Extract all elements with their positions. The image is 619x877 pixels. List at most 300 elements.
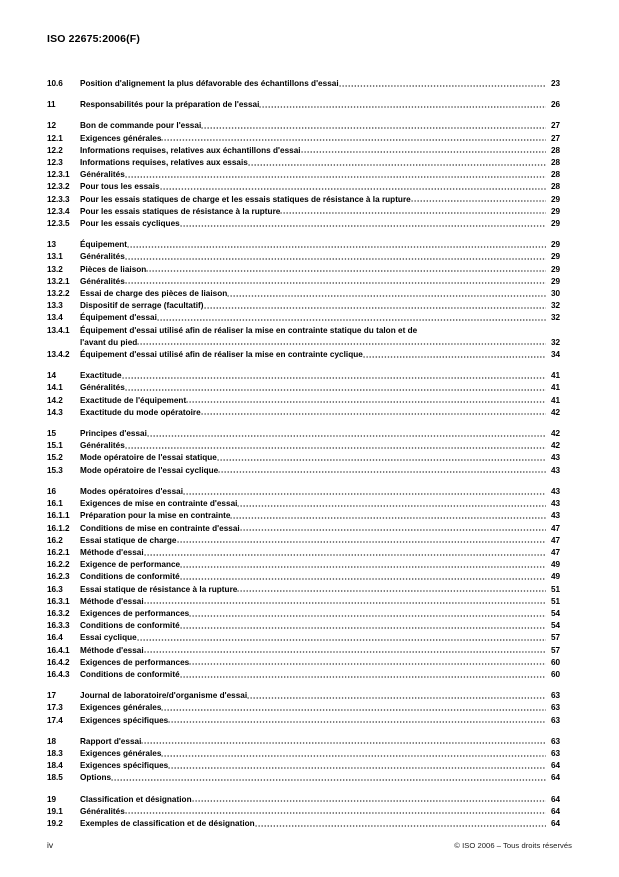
toc-clause-number: 19.1 bbox=[47, 806, 63, 816]
toc-clause-title: Conditions de mise en contrainte d'essai bbox=[80, 523, 240, 533]
toc-clause-title: Essai cyclique bbox=[80, 633, 137, 643]
toc-leader-dots bbox=[255, 823, 546, 829]
toc-entry-body bbox=[80, 133, 560, 145]
toc-leader-dots bbox=[125, 280, 546, 286]
toc-clause-title: Journal de laboratoire/d'organisme d'essai bbox=[80, 691, 248, 701]
toc-entry-body bbox=[80, 498, 560, 510]
toc-entry[interactable] bbox=[47, 818, 560, 830]
toc-leader-dots bbox=[161, 753, 546, 759]
toc-entry[interactable] bbox=[47, 452, 560, 464]
toc-leader-dots bbox=[204, 305, 546, 311]
toc-entry-body bbox=[80, 715, 560, 727]
toc-entry-body bbox=[80, 440, 560, 452]
toc-entry-body bbox=[80, 690, 560, 702]
toc-clause-title: Pièces de liaison bbox=[80, 264, 147, 274]
toc-entry[interactable] bbox=[47, 157, 560, 169]
toc-entry-body bbox=[80, 547, 560, 559]
toc-page-number: 43 bbox=[550, 453, 560, 463]
toc-clause-number: 16.2.3 bbox=[47, 572, 70, 582]
toc-entry[interactable] bbox=[47, 498, 560, 510]
toc-clause-title: Équipement bbox=[80, 240, 128, 250]
toc-page-number: 26 bbox=[550, 100, 560, 110]
toc-page-number: 42 bbox=[550, 441, 560, 451]
toc-entry[interactable] bbox=[47, 620, 560, 632]
toc-clause-title: Principes d'essai bbox=[80, 429, 147, 439]
toc-page-number: 64 bbox=[550, 761, 560, 771]
toc-page-number: 63 bbox=[550, 736, 560, 746]
toc-leader-dots bbox=[201, 411, 546, 417]
toc-page-number: 54 bbox=[550, 621, 560, 631]
toc-clause-number: 17.4 bbox=[47, 715, 63, 725]
toc-entry-body bbox=[80, 702, 560, 714]
toc-entry-body bbox=[80, 337, 560, 349]
toc-clause-number: 16.2 bbox=[47, 535, 63, 545]
toc-clause-number: 13.4.1 bbox=[47, 325, 70, 335]
toc-entry[interactable] bbox=[47, 736, 560, 748]
toc-leader-dots bbox=[144, 600, 546, 606]
toc-entry-body bbox=[80, 407, 560, 419]
toc-clause-number: 13 bbox=[47, 240, 57, 250]
toc-entry[interactable] bbox=[47, 645, 560, 657]
toc-clause-title: Pour les essais statiques de charge et les essais statiques de résistance à la rupture bbox=[80, 194, 411, 204]
toc-entry-body bbox=[80, 608, 560, 620]
document-header-standard-ref: ISO 22675:2006(F) bbox=[47, 33, 141, 45]
toc-entry[interactable] bbox=[47, 169, 560, 181]
toc-entry[interactable] bbox=[47, 510, 560, 522]
toc-entry[interactable] bbox=[47, 571, 560, 583]
toc-page-number: 29 bbox=[550, 264, 560, 274]
toc-page-number: 28 bbox=[550, 145, 560, 155]
toc-clause-number: 16.1.2 bbox=[47, 523, 70, 533]
toc-entry[interactable] bbox=[47, 547, 560, 559]
toc-entry-body bbox=[80, 620, 560, 632]
toc-leader-dots bbox=[127, 244, 546, 250]
toc-leader-dots bbox=[125, 445, 546, 451]
toc-leader-dots bbox=[125, 387, 546, 393]
toc-entry[interactable] bbox=[47, 370, 560, 382]
toc-clause-number: 16.3.2 bbox=[47, 608, 70, 618]
toc-clause-number: 18.3 bbox=[47, 748, 63, 758]
toc-entry[interactable] bbox=[47, 535, 560, 547]
toc-entry[interactable] bbox=[47, 465, 560, 477]
toc-page-number: 51 bbox=[550, 584, 560, 594]
toc-clause-title: Généralités bbox=[80, 383, 125, 393]
toc-clause-title: Exigences générales bbox=[80, 748, 162, 758]
toc-clause-number: 13.2 bbox=[47, 264, 63, 274]
toc-clause-title: Exigences générales bbox=[80, 133, 162, 143]
toc-entry[interactable] bbox=[47, 690, 560, 702]
toc-entry[interactable] bbox=[47, 145, 560, 157]
toc-page-number: 60 bbox=[550, 669, 560, 679]
toc-entry-body bbox=[80, 264, 560, 276]
toc-entry-body bbox=[80, 535, 560, 547]
toc-clause-number: 15.3 bbox=[47, 465, 63, 475]
toc-clause-title: Pour tous les essais bbox=[80, 182, 160, 192]
toc-leader-dots bbox=[180, 625, 546, 631]
toc-clause-title: Exigences spécifiques bbox=[80, 715, 169, 725]
toc-entry-line bbox=[47, 337, 560, 349]
toc-leader-dots bbox=[411, 198, 546, 204]
toc-leader-dots bbox=[240, 527, 546, 533]
toc-entry[interactable] bbox=[47, 523, 560, 535]
toc-leader-dots bbox=[144, 649, 546, 655]
toc-clause-number: 16.3.3 bbox=[47, 621, 70, 631]
toc-page-number: 32 bbox=[550, 313, 560, 323]
toc-clause-number: 13.2.1 bbox=[47, 276, 70, 286]
toc-entry[interactable] bbox=[47, 78, 560, 90]
toc-page-number: 41 bbox=[550, 371, 560, 381]
toc-clause-title: Rapport d'essai bbox=[80, 736, 142, 746]
toc-entry[interactable] bbox=[47, 349, 560, 361]
toc-entry-body bbox=[80, 99, 560, 111]
toc-clause-title: Pour les essais statiques de résistance à la rupture bbox=[80, 206, 281, 216]
toc-clause-number: 16.1 bbox=[47, 499, 63, 509]
toc-entry[interactable] bbox=[47, 584, 560, 596]
toc-page-number: 32 bbox=[550, 337, 560, 347]
toc-clause-title: Exactitude bbox=[80, 371, 122, 381]
toc-clause-title: Options bbox=[80, 773, 112, 783]
toc-clause-title: Exigence de performance bbox=[80, 560, 181, 570]
toc-leader-dots bbox=[146, 268, 546, 274]
toc-page-number: 29 bbox=[550, 219, 560, 229]
toc-leader-dots bbox=[248, 162, 546, 168]
toc-leader-dots bbox=[137, 341, 546, 347]
toc-clause-title: Dispositif de serrage (facultatif) bbox=[80, 301, 204, 311]
toc-entry[interactable] bbox=[47, 194, 560, 206]
toc-entry[interactable] bbox=[47, 715, 560, 727]
toc-leader-dots bbox=[180, 674, 546, 680]
toc-leader-dots bbox=[161, 137, 546, 143]
copyright-notice: © ISO 2006 – Tous droits réservés bbox=[454, 841, 572, 850]
toc-entry[interactable] bbox=[47, 312, 560, 324]
toc-page-number: 23 bbox=[550, 79, 560, 88]
toc-page-number: 57 bbox=[550, 633, 560, 643]
toc-leader-dots bbox=[137, 637, 546, 643]
toc-leader-dots bbox=[192, 798, 546, 804]
toc-entry-body bbox=[80, 523, 560, 535]
toc-entry[interactable] bbox=[47, 486, 560, 498]
toc-clause-number: 13.2.2 bbox=[47, 289, 70, 299]
toc-page-number: 29 bbox=[550, 240, 560, 250]
toc-leader-dots bbox=[147, 433, 546, 439]
toc-clause-number: 16 bbox=[47, 486, 57, 496]
toc-entry[interactable] bbox=[47, 206, 560, 218]
toc-entry[interactable] bbox=[47, 772, 560, 784]
toc-clause-title: Position d'alignement la plus défavorable des échantillons d'essai bbox=[80, 79, 339, 88]
toc-entry[interactable] bbox=[47, 559, 560, 571]
toc-clause-title: Exigences spécifiques bbox=[80, 761, 169, 771]
toc-leader-dots bbox=[227, 293, 546, 299]
toc-clause-number: 14.2 bbox=[47, 395, 63, 405]
toc-clause-number: 19 bbox=[47, 794, 57, 804]
toc-leader-dots bbox=[144, 552, 546, 558]
toc-entry-body bbox=[80, 145, 560, 157]
toc-leader-dots bbox=[157, 317, 546, 323]
toc-entry-body bbox=[80, 288, 560, 300]
toc-clause-number: 13.1 bbox=[47, 252, 63, 262]
toc-entry-body bbox=[80, 559, 560, 571]
toc-entry[interactable] bbox=[47, 748, 560, 760]
toc-entry[interactable] bbox=[47, 382, 560, 394]
toc-entry[interactable] bbox=[47, 794, 560, 806]
toc-clause-title: Exigences de mise en contrainte d'essai bbox=[80, 499, 238, 509]
toc-page-number: 28 bbox=[550, 170, 560, 180]
toc-clause-number: 13.4 bbox=[47, 313, 63, 323]
toc-leader-dots bbox=[125, 810, 546, 816]
toc-entry-body bbox=[80, 169, 560, 181]
toc-clause-title: Mode opératoire de l'essai statique bbox=[80, 453, 217, 463]
toc-clause-number: 16.4.3 bbox=[47, 669, 70, 679]
toc-page-number: 63 bbox=[550, 748, 560, 758]
page-footer bbox=[47, 840, 572, 850]
toc-entry[interactable] bbox=[47, 325, 560, 349]
toc-clause-title: Conditions de conformité bbox=[80, 621, 180, 631]
toc-leader-dots bbox=[201, 125, 546, 131]
toc-entry[interactable] bbox=[47, 251, 560, 263]
toc-clause-number: 10.6 bbox=[47, 79, 63, 88]
toc-clause-title: Généralités bbox=[80, 806, 125, 816]
toc-page-number: 30 bbox=[550, 289, 560, 299]
toc-clause-title: Responsabilités pour la préparation de l'essai bbox=[80, 100, 260, 110]
toc-entry[interactable] bbox=[47, 239, 560, 251]
toc-entry-body bbox=[80, 465, 560, 477]
toc-page-number: 29 bbox=[550, 194, 560, 204]
toc-clause-number: 19.2 bbox=[47, 818, 63, 828]
table-of-contents bbox=[47, 78, 560, 830]
toc-entry-body bbox=[80, 772, 560, 784]
toc-page-number: 49 bbox=[550, 560, 560, 570]
toc-page-number: 29 bbox=[550, 206, 560, 216]
toc-page-number: 54 bbox=[550, 608, 560, 618]
toc-leader-dots bbox=[237, 503, 546, 509]
toc-clause-number: 11 bbox=[47, 100, 56, 110]
toc-entry[interactable] bbox=[47, 181, 560, 193]
toc-page-number: 41 bbox=[550, 383, 560, 393]
toc-entry-body bbox=[80, 760, 560, 772]
toc-clause-number: 14 bbox=[47, 371, 57, 381]
toc-clause-title: Méthode d'essai bbox=[80, 645, 144, 655]
toc-entry[interactable] bbox=[47, 669, 560, 681]
toc-entry[interactable] bbox=[47, 133, 560, 145]
toc-entry-body bbox=[80, 395, 560, 407]
toc-entry-body bbox=[80, 382, 560, 394]
toc-leader-dots bbox=[237, 588, 546, 594]
toc-entry-body bbox=[80, 645, 560, 657]
toc-clause-title: Exigences de performances bbox=[80, 657, 190, 667]
toc-entry[interactable] bbox=[47, 632, 560, 644]
toc-page-number: 60 bbox=[550, 657, 560, 667]
toc-entry-body bbox=[80, 571, 560, 583]
toc-entry-body bbox=[80, 120, 560, 132]
toc-entry-body bbox=[80, 596, 560, 608]
toc-clause-title: Méthode d'essai bbox=[80, 596, 144, 606]
toc-entry-body bbox=[80, 736, 560, 748]
toc-clause-title: Généralités bbox=[80, 170, 125, 180]
toc-clause-number: 16.4.1 bbox=[47, 645, 70, 655]
toc-page-number: 27 bbox=[550, 121, 560, 131]
toc-entry-body bbox=[80, 325, 560, 337]
toc-leader-dots bbox=[125, 174, 546, 180]
toc-entry-body bbox=[80, 748, 560, 760]
toc-page-number: 29 bbox=[550, 276, 560, 286]
toc-entry[interactable] bbox=[47, 99, 560, 111]
toc-page-number: 64 bbox=[550, 773, 560, 783]
toc-entry-body bbox=[80, 181, 560, 193]
toc-clause-title: Préparation pour la mise en contrainte bbox=[80, 511, 231, 521]
toc-clause-title: Équipement d'essai bbox=[80, 313, 157, 323]
toc-clause-number: 16.3.1 bbox=[47, 596, 70, 606]
toc-page-number: 57 bbox=[550, 645, 560, 655]
toc-leader-dots bbox=[122, 375, 546, 381]
toc-clause-number: 16.3 bbox=[47, 584, 63, 594]
toc-page-number: 63 bbox=[550, 715, 560, 725]
toc-clause-number: 15.2 bbox=[47, 453, 63, 463]
toc-leader-dots bbox=[247, 695, 546, 701]
toc-entry-body bbox=[80, 669, 560, 681]
toc-clause-title: l'avant du pied bbox=[80, 337, 138, 347]
toc-entry-body bbox=[80, 657, 560, 669]
toc-leader-dots bbox=[189, 661, 546, 667]
toc-page-number: 32 bbox=[550, 301, 560, 311]
toc-leader-dots bbox=[177, 539, 547, 545]
toc-clause-title: Essai statique de résistance à la rupture bbox=[80, 584, 238, 594]
toc-leader-dots bbox=[141, 740, 546, 746]
toc-entry[interactable] bbox=[47, 288, 560, 300]
toc-entry[interactable] bbox=[47, 395, 560, 407]
toc-page-number: 29 bbox=[550, 252, 560, 262]
toc-clause-number: 17.3 bbox=[47, 703, 63, 713]
toc-clause-number: 16.1.1 bbox=[47, 511, 70, 521]
toc-entry-body bbox=[80, 452, 560, 464]
toc-page-number: 64 bbox=[550, 794, 560, 804]
toc-leader-dots bbox=[363, 354, 546, 360]
toc-entry-body bbox=[80, 818, 560, 830]
toc-leader-dots bbox=[280, 210, 546, 216]
toc-entry-body bbox=[80, 428, 560, 440]
toc-clause-title: Équipement d'essai utilisé afin de réaliser la mise en contrainte statique du talon et de bbox=[80, 325, 418, 335]
toc-page-number: 34 bbox=[550, 350, 560, 360]
toc-entry-body bbox=[80, 584, 560, 596]
toc-entry-body bbox=[80, 794, 560, 806]
toc-clause-number: 16.2.1 bbox=[47, 547, 70, 557]
toc-entry[interactable] bbox=[47, 120, 560, 132]
toc-clause-number: 12.3.1 bbox=[47, 170, 70, 180]
toc-clause-number: 15.1 bbox=[47, 441, 63, 451]
toc-page-number: 27 bbox=[550, 133, 560, 143]
toc-entry[interactable] bbox=[47, 657, 560, 669]
toc-entry-body bbox=[80, 370, 560, 382]
toc-entry[interactable] bbox=[47, 218, 560, 230]
toc-page-number: 49 bbox=[550, 572, 560, 582]
toc-clause-title: Exigences générales bbox=[80, 703, 162, 713]
toc-page-number: 63 bbox=[550, 703, 560, 713]
toc-entry-body bbox=[80, 276, 560, 288]
toc-leader-dots bbox=[168, 719, 546, 725]
toc-entry[interactable] bbox=[47, 760, 560, 772]
toc-entry-body bbox=[80, 239, 560, 251]
toc-page-number: 43 bbox=[550, 486, 560, 496]
toc-entry-body bbox=[80, 349, 560, 361]
toc-leader-dots bbox=[218, 469, 546, 475]
page-folio-number: iv bbox=[47, 840, 54, 850]
toc-leader-dots bbox=[230, 515, 546, 521]
toc-entry-body bbox=[80, 206, 560, 218]
toc-entry[interactable] bbox=[47, 407, 560, 419]
toc-clause-title: Pour les essais cycliques bbox=[80, 219, 180, 229]
toc-page-number: 41 bbox=[550, 395, 560, 405]
toc-entry-body bbox=[80, 218, 560, 230]
toc-clause-number: 12.3.5 bbox=[47, 219, 70, 229]
toc-entry[interactable] bbox=[47, 300, 560, 312]
toc-clause-number: 14.1 bbox=[47, 383, 63, 393]
toc-page-number: 28 bbox=[550, 158, 560, 168]
toc-leader-dots bbox=[417, 329, 559, 335]
toc-entry[interactable] bbox=[47, 806, 560, 818]
toc-page-number: 47 bbox=[550, 547, 560, 557]
toc-leader-dots bbox=[180, 564, 546, 570]
toc-clause-number: 12 bbox=[47, 121, 57, 131]
toc-page-number: 47 bbox=[550, 535, 560, 545]
toc-leader-dots bbox=[180, 576, 546, 582]
toc-leader-dots bbox=[111, 777, 546, 783]
toc-clause-number: 18.4 bbox=[47, 761, 63, 771]
toc-leader-dots bbox=[339, 83, 546, 89]
toc-clause-title: Exactitude de l'équipement bbox=[80, 395, 187, 405]
toc-clause-title: Essai statique de charge bbox=[80, 535, 177, 545]
toc-clause-title: Modes opératoires d'essai bbox=[80, 486, 184, 496]
toc-clause-title: Exigences de performances bbox=[80, 608, 190, 618]
toc-leader-dots bbox=[168, 765, 546, 771]
toc-page-number: 42 bbox=[550, 407, 560, 417]
toc-leader-dots bbox=[160, 186, 546, 192]
toc-clause-title: Exemples de classification et de désignation bbox=[80, 818, 255, 828]
toc-leader-dots bbox=[125, 256, 546, 262]
toc-entry-body bbox=[80, 312, 560, 324]
toc-leader-dots bbox=[259, 104, 546, 110]
toc-entry-body bbox=[80, 510, 560, 522]
toc-entry[interactable] bbox=[47, 608, 560, 620]
toc-page-number: 47 bbox=[550, 523, 560, 533]
toc-entry-body bbox=[80, 251, 560, 263]
toc-page-number: 43 bbox=[550, 511, 560, 521]
toc-entry[interactable] bbox=[47, 428, 560, 440]
toc-leader-dots bbox=[217, 457, 546, 463]
toc-clause-title: Exactitude du mode opératoire bbox=[80, 407, 201, 417]
toc-clause-number: 17 bbox=[47, 691, 57, 701]
toc-entry[interactable] bbox=[47, 276, 560, 288]
toc-entry[interactable] bbox=[47, 264, 560, 276]
toc-clause-title: Informations requises, relatives aux échantillons d'essai bbox=[80, 145, 301, 155]
toc-clause-number: 16.4 bbox=[47, 633, 63, 643]
toc-leader-dots bbox=[301, 149, 546, 155]
toc-entry[interactable] bbox=[47, 702, 560, 714]
toc-leader-dots bbox=[161, 707, 546, 713]
toc-page-number: 51 bbox=[550, 596, 560, 606]
toc-entry[interactable] bbox=[47, 596, 560, 608]
toc-clause-title: Conditions de conformité bbox=[80, 669, 180, 679]
toc-clause-title: Informations requises, relatives aux essais bbox=[80, 158, 248, 168]
toc-entry-body bbox=[80, 300, 560, 312]
toc-entry[interactable] bbox=[47, 440, 560, 452]
toc-page-number: 43 bbox=[550, 465, 560, 475]
toc-clause-number: 12.3.3 bbox=[47, 194, 70, 204]
toc-leader-dots bbox=[186, 399, 546, 405]
toc-entry-body bbox=[80, 632, 560, 644]
toc-leader-dots bbox=[183, 491, 546, 497]
toc-clause-number: 13.3 bbox=[47, 301, 63, 311]
toc-clause-title: Généralités bbox=[80, 276, 125, 286]
toc-leader-dots bbox=[189, 613, 546, 619]
